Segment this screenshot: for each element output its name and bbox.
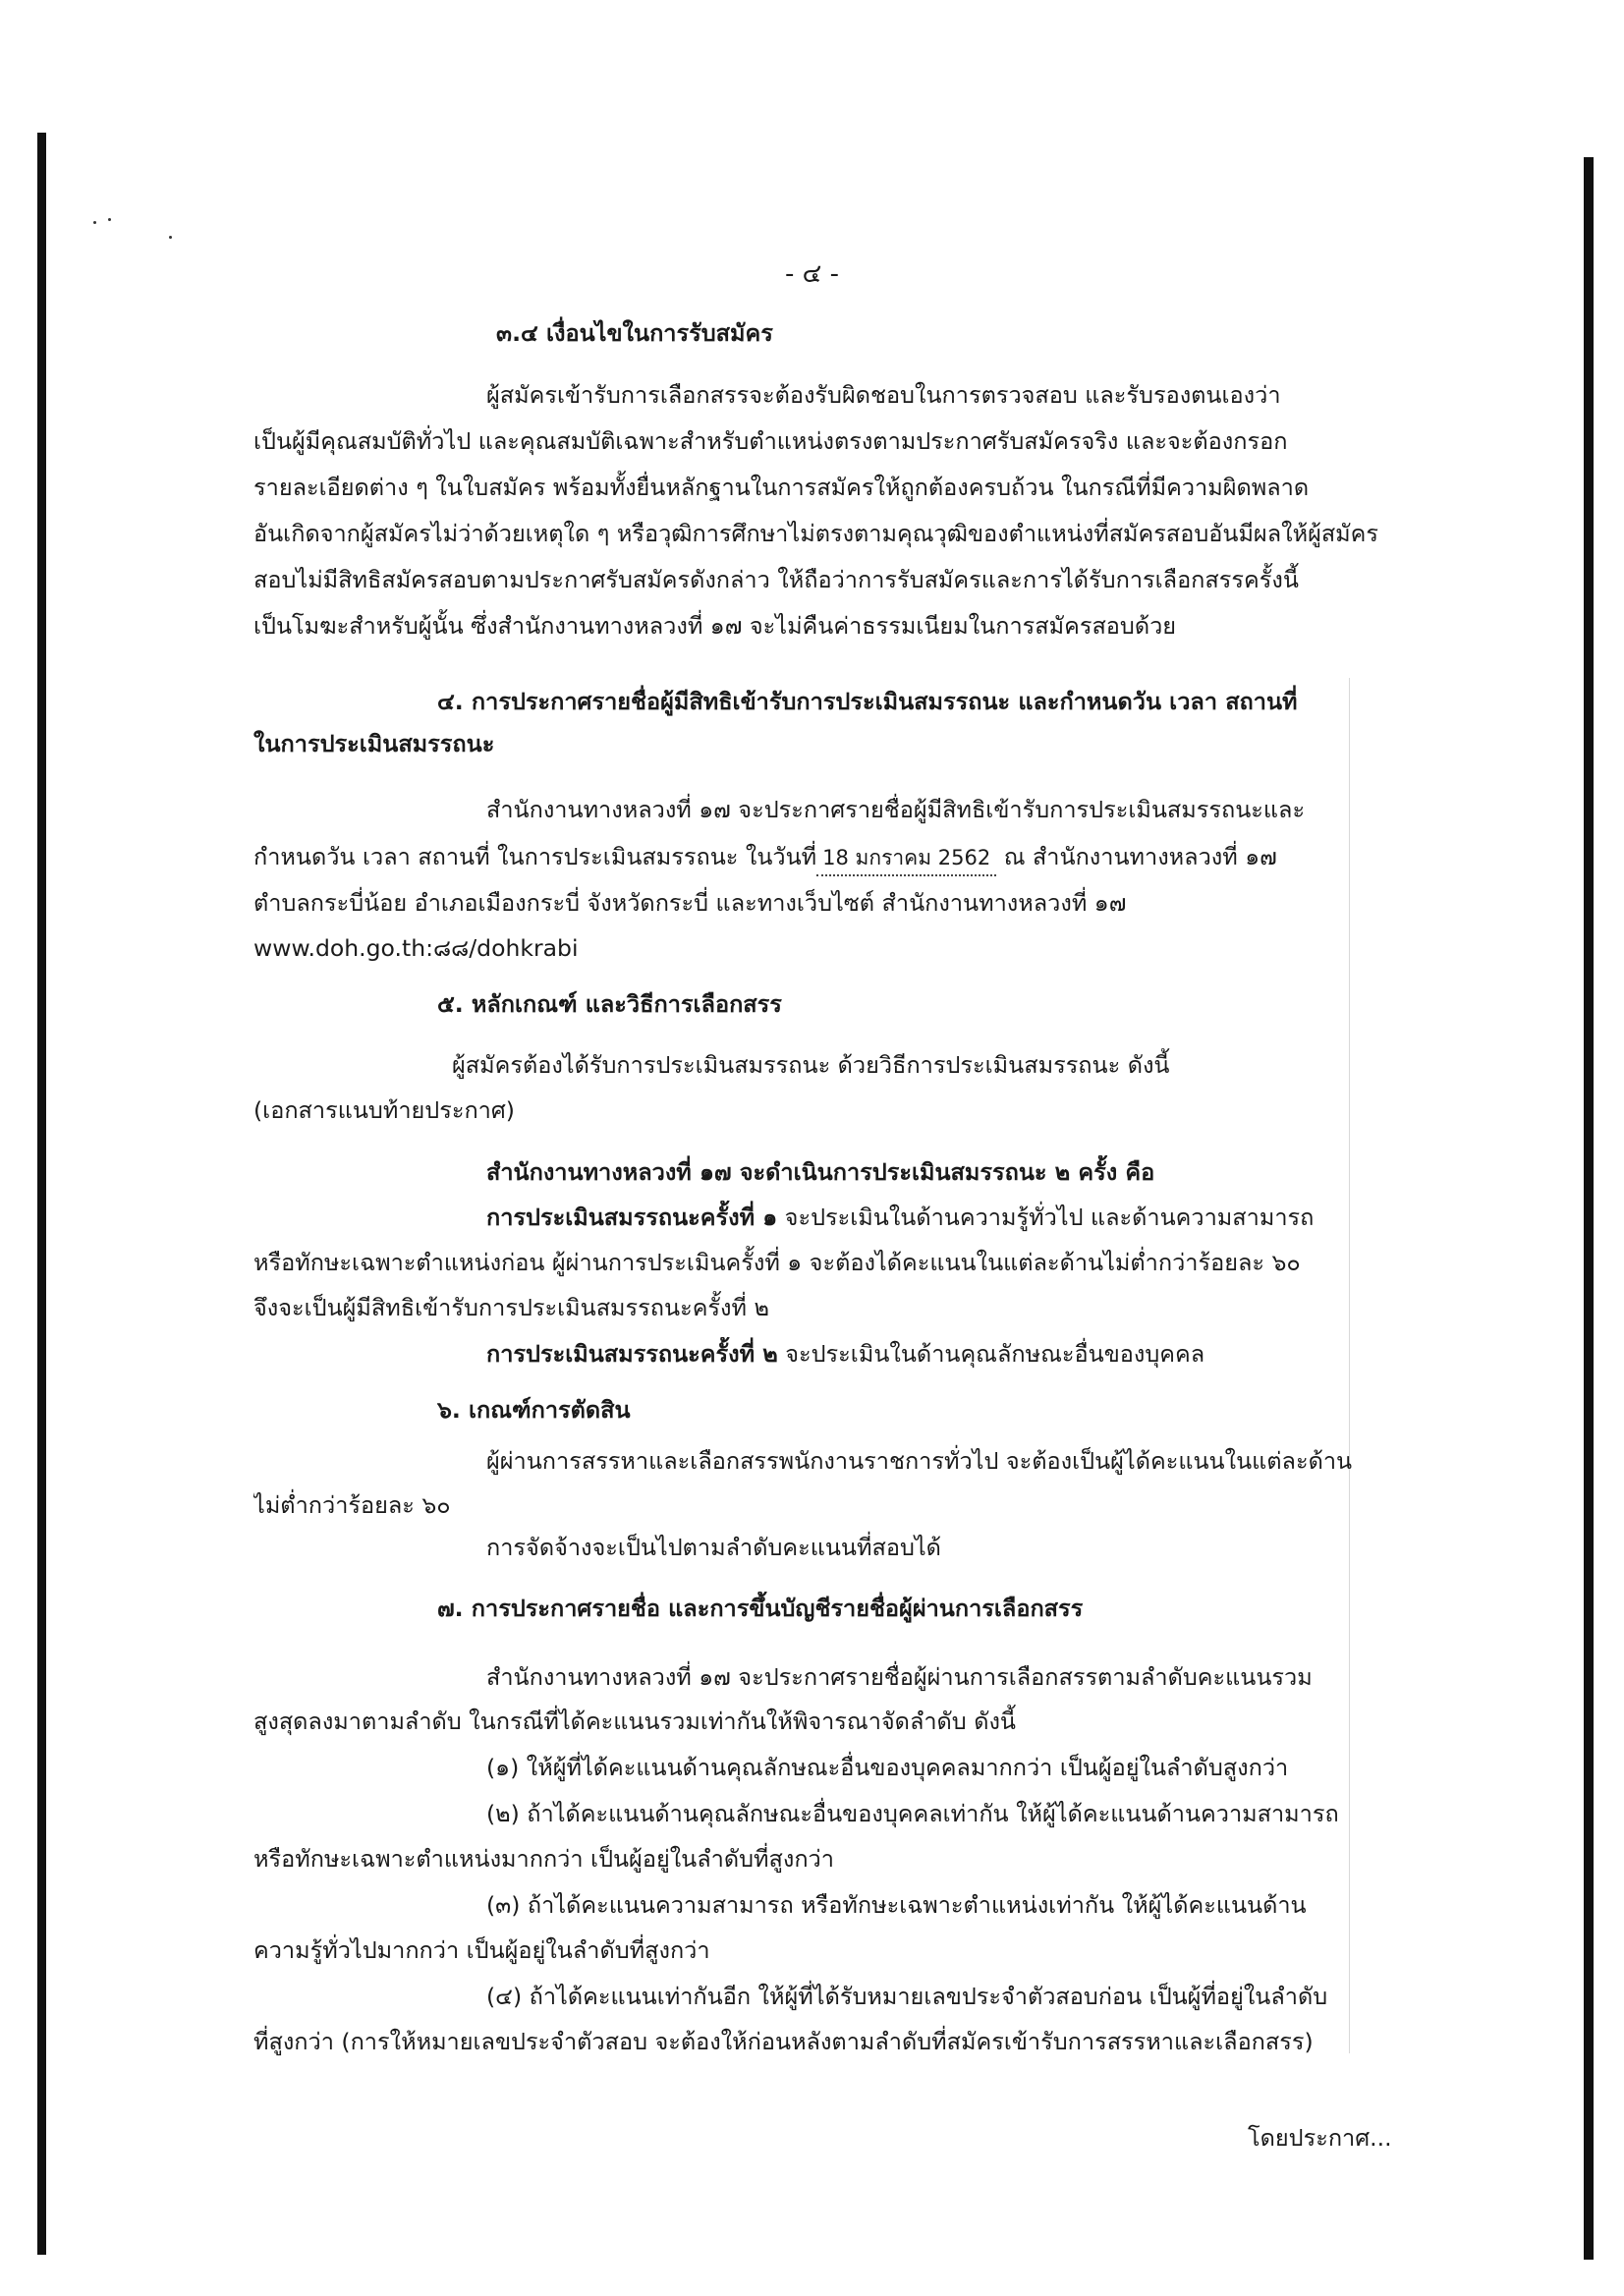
section-3-4-line: เป็นโมฆะสำหรับผู้นั้น ซึ่งสำนักงานทางหลวงที่ ๑๗ จะไม่คืนค่าธรรมเนียมในการสมัครสอบด้วย xyxy=(253,612,1177,640)
section-4-heading-cont: ในการประเมินสมรรถนะ xyxy=(253,730,495,757)
round-1-line2: หรือทักษะเฉพาะตำแหน่งก่อน ผู้ผ่านการประเมินครั้งที่ ๑ จะต้องได้คะแนนในแต่ละด้านไม่ต่ำกว่าร้อยละ ๖๐ xyxy=(253,1249,1301,1276)
section-6-line: การจัดจ้างจะเป็นไปตามลำดับคะแนนที่สอบได้ xyxy=(486,1534,941,1561)
section-7-line: สำนักงานทางหลวงที่ ๑๗ จะประกาศรายชื่อผู้ผ่านการเลือกสรรตามลำดับคะแนนรวม xyxy=(486,1663,1313,1691)
section-3-4-line: รายละเอียดต่าง ๆ ในใบสมัคร พร้อมทั้งยื่นหลักฐานในการสมัครให้ถูกต้องครบถ้วน ในกรณีที่มีความผิดพลาด xyxy=(253,474,1310,501)
round-1-line xyxy=(486,1201,1624,1234)
section-7-line: สูงสุดลงมาตามลำดับ ในกรณีที่ได้คะแนนรวมเท่ากันให้พิจารณาจัดลำดับ ดังนี้ xyxy=(253,1708,1016,1735)
scan-speck xyxy=(108,218,111,221)
ranking-item-3-cont: ความรู้ทั่วไปมากกว่า เป็นผู้อยู่ในลำดับที่สูงกว่า xyxy=(253,1936,710,1964)
scan-speck xyxy=(169,236,172,239)
round-1-label: การประเมินสมรรถนะครั้งที่ ๑ xyxy=(486,1204,778,1231)
ranking-item-4: (๔) ถ้าได้คะแนนเท่ากันอีก ให้ผู้ที่ได้รับหมายเลขประจำตัวสอบก่อน เป็นผู้ที่อยู่ในลำดับ xyxy=(486,1983,1328,2010)
round-2-label: การประเมินสมรรถนะครั้งที่ ๒ xyxy=(486,1340,778,1368)
section-4-date-line xyxy=(253,840,1432,876)
section-5-line: ผู้สมัครต้องได้รับการประเมินสมรรถนะ ด้วยวิธีการประเมินสมรรถนะ ดังนี้ xyxy=(452,1051,1170,1079)
section-6-line: ไม่ต่ำกว่าร้อยละ ๖๐ xyxy=(253,1491,451,1519)
scan-speck xyxy=(93,221,96,224)
website-link[interactable]: www.doh.go.th:๘๘/dohkrabi xyxy=(253,934,579,962)
exam-date: 18 มกราคม 2562 xyxy=(816,841,996,876)
section-4-line: สำนักงานทางหลวงที่ ๑๗ จะประกาศรายชื่อผู้มีสิทธิเข้ารับการประเมินสมรรถนะและ xyxy=(486,796,1306,823)
scan-edge-left xyxy=(37,133,46,2255)
round-1-line3: จึงจะเป็นผู้มีสิทธิเข้ารับการประเมินสมรรถนะครั้งที่ ๒ xyxy=(253,1294,769,1321)
continuation-footer: โดยประกาศ... xyxy=(1248,2124,1392,2152)
section-3-4-heading: ๓.๔ เงื่อนไขในการรับสมัคร xyxy=(496,319,773,347)
section-5-line: (เอกสารแนบท้ายประกาศ) xyxy=(253,1096,515,1124)
round-2-line xyxy=(486,1337,1624,1371)
section-3-4-line: ผู้สมัครเข้ารับการเลือกสรรจะต้องรับผิดชอบในการตรวจสอบ และรับรองตนเองว่า xyxy=(486,381,1281,409)
ranking-item-2-cont: หรือทักษะเฉพาะตำแหน่งมากกว่า เป็นผู้อยู่ในลำดับที่สูงกว่า xyxy=(253,1845,834,1873)
round-2-text: จะประเมินในด้านคุณลักษณะอื่นของบุคคล xyxy=(777,1340,1205,1368)
ranking-item-2: (๒) ถ้าได้คะแนนด้านคุณลักษณะอื่นของบุคคลเท่ากัน ให้ผู้ได้คะแนนด้านความสามารถ xyxy=(486,1800,1339,1827)
page-number: - ๔ - xyxy=(785,259,839,289)
ranking-item-4-cont: ที่สูงกว่า (การให้หมายเลขประจำตัวสอบ จะต้องให้ก่อนหลังตามลำดับที่สมัครเข้ารับการสรรหาและเลือกสรร) xyxy=(253,2028,1314,2055)
section-5-heading: ๕. หลักเกณฑ์ และวิธีการเลือกสรร xyxy=(437,990,782,1018)
section-3-4-line: เป็นผู้มีคุณสมบัติทั่วไป และคุณสมบัติเฉพาะสำหรับตำแหน่งตรงตามประกาศรับสมัครจริง และจะต้องกรอก xyxy=(253,427,1288,455)
section-3-4-line: อันเกิดจากผู้สมัครไม่ว่าด้วยเหตุใด ๆ หรือวุฒิการศึกษาไม่ตรงตามคุณวุฒิของตำแหน่งที่สมัครสอบอันมีผลให้ผู้สมัคร xyxy=(253,520,1379,547)
section-4-date-suffix: ณ สำนักงานทางหลวงที่ ๑๗ xyxy=(1003,843,1277,870)
section-7-heading: ๗. การประกาศรายชื่อ และการขึ้นบัญชีรายชื่อผู้ผ่านการเลือกสรร xyxy=(437,1595,1084,1622)
section-6-line: ผู้ผ่านการสรรหาและเลือกสรรพนักงานราชการทั่วไป จะต้องเป็นผู้ได้คะแนนในแต่ละด้าน xyxy=(486,1447,1353,1475)
ranking-item-3: (๓) ถ้าได้คะแนนความสามารถ หรือทักษะเฉพาะตำแหน่งเท่ากัน ให้ผู้ได้คะแนนด้าน xyxy=(486,1891,1307,1919)
round-1-text: จะประเมินในด้านความรู้ทั่วไป และด้านความสามารถ xyxy=(777,1204,1315,1231)
section-4-heading: ๔. การประกาศรายชื่อผู้มีสิทธิเข้ารับการประเมินสมรรถนะ และกำหนดวัน เวลา สถานที่ xyxy=(437,688,1298,715)
section-6-heading: ๖. เกณฑ์การตัดสิน xyxy=(437,1396,631,1424)
section-3-4-line: สอบไม่มีสิทธิสมัครสอบตามประกาศรับสมัครดังกล่าว ให้ถือว่าการรับสมัครและการได้รับการเลือกสรรครั้งนี้ xyxy=(253,566,1299,593)
section-4-line: ตำบลกระบี่น้อย อำเภอเมืองกระบี่ จังหวัดกระบี่ และทางเว็บไซต์ สำนักงานทางหลวงที่ ๑๗ xyxy=(253,889,1127,917)
section-4-date-prefix: กำหนดวัน เวลา สถานที่ ในการประเมินสมรรถนะ ในวันที่ xyxy=(253,843,817,870)
section-5-bold-line: สำนักงานทางหลวงที่ ๑๗ จะดำเนินการประเมินสมรรถนะ ๒ ครั้ง คือ xyxy=(486,1158,1155,1186)
ranking-item-1: (๑) ให้ผู้ที่ได้คะแนนด้านคุณลักษณะอื่นของบุคคลมากกว่า เป็นผู้อยู่ในลำดับสูงกว่า xyxy=(486,1754,1289,1781)
